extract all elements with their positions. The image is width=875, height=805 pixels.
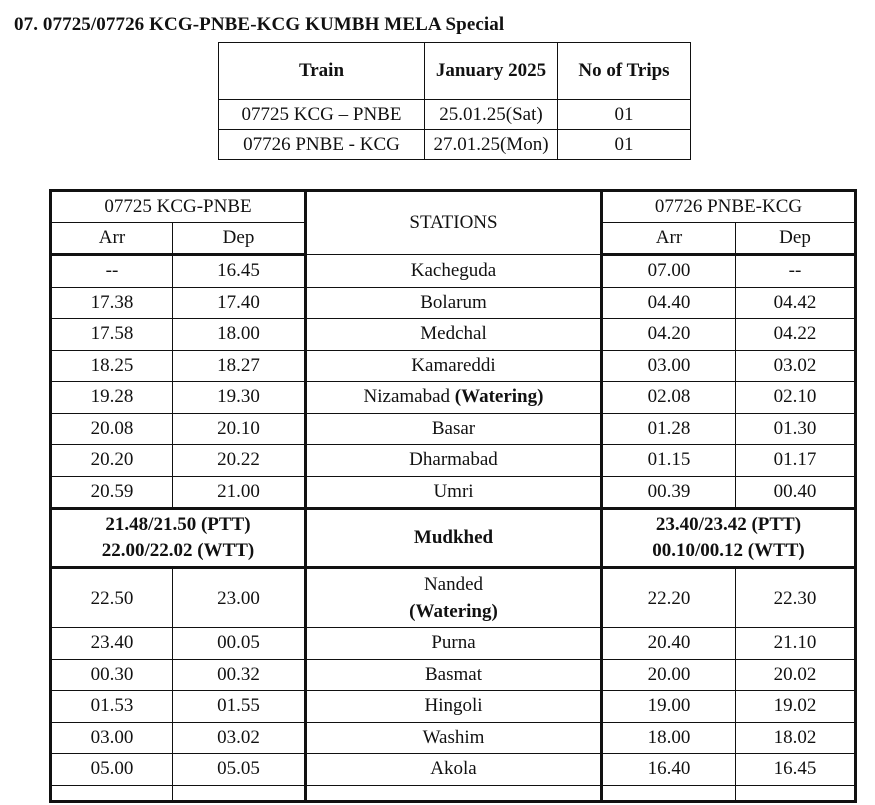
station-note: (Watering): [454, 386, 544, 408]
summary-table: [218, 42, 691, 160]
left-arr-cell: 00.30: [51, 659, 173, 691]
right-arr-cell: 22.20: [602, 568, 736, 628]
empty-cell: [602, 785, 736, 801]
summary-cell: 25.01.25(Sat): [425, 100, 558, 130]
table-row: [51, 722, 856, 754]
right-dep-cell: 16.45: [736, 754, 856, 786]
table-row: [51, 413, 856, 445]
right-dep-cell: --: [736, 255, 856, 288]
mudkhed-right-wtt: 00.10/00.12 (WTT): [652, 540, 805, 561]
left-arr-cell: 20.20: [51, 445, 173, 477]
left-dep-cell: 23.00: [173, 568, 306, 628]
right-arr-cell: 04.20: [602, 319, 736, 351]
right-arr-cell: 01.15: [602, 445, 736, 477]
summary-header-train: Train: [219, 43, 425, 100]
right-arr-cell: 01.28: [602, 413, 736, 445]
right-train-header: 07726 PNBE-KCG: [602, 191, 856, 223]
station-note: (Watering): [409, 601, 498, 622]
empty-cell: [306, 785, 602, 801]
summary-header-trips: No of Trips: [558, 43, 691, 100]
station-cell: Bolarum: [306, 287, 602, 319]
left-dep-cell: 18.00: [173, 319, 306, 351]
station-cell: [306, 382, 602, 414]
station-name: Nizamabad: [363, 386, 451, 408]
mudkhed-row: [51, 509, 856, 568]
left-arr-cell: 18.25: [51, 350, 173, 382]
right-dep-cell: 01.17: [736, 445, 856, 477]
left-arr-cell: 23.40: [51, 628, 173, 660]
station-cell: Washim: [306, 722, 602, 754]
right-arr-cell: 19.00: [602, 691, 736, 723]
table-row: [51, 628, 856, 660]
left-arr-cell: 03.00: [51, 722, 173, 754]
right-arr-cell: 20.40: [602, 628, 736, 660]
page-title: 07. 07725/07726 KCG-PNBE-KCG KUMBH MELA Special: [14, 14, 505, 35]
mudkhed-station: Mudkhed: [306, 509, 602, 568]
left-dep-cell: 21.00: [173, 476, 306, 509]
left-arr-cell: 17.58: [51, 319, 173, 351]
left-dep-cell: 01.55: [173, 691, 306, 723]
station-cell: Medchal: [306, 319, 602, 351]
left-dep-cell: 05.05: [173, 754, 306, 786]
left-dep-cell: 17.40: [173, 287, 306, 319]
left-arr-cell: --: [51, 255, 173, 288]
table-row: [51, 659, 856, 691]
right-dep-header: Dep: [736, 223, 856, 255]
right-dep-cell: 03.02: [736, 350, 856, 382]
nanded-row: [51, 568, 856, 628]
right-dep-cell: 04.42: [736, 287, 856, 319]
table-row: [51, 287, 856, 319]
left-arr-cell: 20.08: [51, 413, 173, 445]
right-arr-cell: 16.40: [602, 754, 736, 786]
table-row: [51, 691, 856, 723]
mudkhed-left-times: [51, 509, 306, 568]
nanded-station: [306, 568, 602, 628]
right-arr-cell: 02.08: [602, 382, 736, 414]
station-cell: Basar: [306, 413, 602, 445]
left-arr-cell: 19.28: [51, 382, 173, 414]
left-arr-header: Arr: [51, 223, 173, 255]
right-dep-cell: 21.10: [736, 628, 856, 660]
left-dep-cell: 18.27: [173, 350, 306, 382]
timetable: [49, 189, 857, 803]
stations-header: STATIONS: [306, 191, 602, 255]
station-name: Nanded: [423, 574, 484, 595]
station-cell: Akola: [306, 754, 602, 786]
right-dep-cell: 04.22: [736, 319, 856, 351]
summary-row: [219, 100, 691, 130]
right-dep-cell: 02.10: [736, 382, 856, 414]
summary-cell: 27.01.25(Mon): [425, 130, 558, 160]
left-dep-cell: 00.05: [173, 628, 306, 660]
station-cell: Kamareddi: [306, 350, 602, 382]
station-cell: Purna: [306, 628, 602, 660]
summary-row: [219, 130, 691, 160]
summary-cell: 01: [558, 100, 691, 130]
right-dep-cell: 01.30: [736, 413, 856, 445]
table-row: [51, 476, 856, 509]
table-row: [51, 445, 856, 477]
left-dep-cell: 20.22: [173, 445, 306, 477]
left-arr-cell: 17.38: [51, 287, 173, 319]
right-dep-cell: 18.02: [736, 722, 856, 754]
table-continuation-row: [51, 785, 856, 801]
right-dep-cell: 20.02: [736, 659, 856, 691]
right-arr-cell: 20.00: [602, 659, 736, 691]
right-arr-cell: 04.40: [602, 287, 736, 319]
station-cell: Kacheguda: [306, 255, 602, 288]
left-arr-cell: 01.53: [51, 691, 173, 723]
right-arr-cell: 18.00: [602, 722, 736, 754]
left-dep-header: Dep: [173, 223, 306, 255]
left-dep-cell: 00.32: [173, 659, 306, 691]
station-cell: Umri: [306, 476, 602, 509]
station-cell: Hingoli: [306, 691, 602, 723]
empty-cell: [736, 785, 856, 801]
station-cell: Basmat: [306, 659, 602, 691]
mudkhed-left-ptt: 21.48/21.50 (PTT): [105, 514, 251, 535]
left-arr-cell: 20.59: [51, 476, 173, 509]
timetable-train-header-row: [51, 191, 856, 223]
left-dep-cell: 20.10: [173, 413, 306, 445]
right-arr-cell: 00.39: [602, 476, 736, 509]
empty-cell: [173, 785, 306, 801]
summary-header-row: [219, 43, 691, 100]
table-row: [51, 382, 856, 414]
right-dep-cell: 19.02: [736, 691, 856, 723]
left-dep-cell: 03.02: [173, 722, 306, 754]
right-dep-cell: 22.30: [736, 568, 856, 628]
mudkhed-right-ptt: 23.40/23.42 (PTT): [655, 514, 802, 535]
empty-cell: [51, 785, 173, 801]
summary-header-month: January 2025: [425, 43, 558, 100]
right-arr-cell: 03.00: [602, 350, 736, 382]
right-arr-header: Arr: [602, 223, 736, 255]
summary-cell: 07726 PNBE - KCG: [219, 130, 425, 160]
mudkhed-right-times: [602, 509, 856, 568]
table-row: [51, 255, 856, 288]
table-row: [51, 350, 856, 382]
left-dep-cell: 19.30: [173, 382, 306, 414]
right-arr-cell: 07.00: [602, 255, 736, 288]
mudkhed-left-wtt: 22.00/22.02 (WTT): [101, 540, 255, 561]
left-dep-cell: 16.45: [173, 255, 306, 288]
table-row: [51, 319, 856, 351]
right-dep-cell: 00.40: [736, 476, 856, 509]
summary-cell: 07725 KCG – PNBE: [219, 100, 425, 130]
station-cell: Dharmabad: [306, 445, 602, 477]
summary-cell: 01: [558, 130, 691, 160]
table-row: [51, 754, 856, 786]
left-arr-cell: 22.50: [51, 568, 173, 628]
left-train-header: 07725 KCG-PNBE: [51, 191, 306, 223]
left-arr-cell: 05.00: [51, 754, 173, 786]
